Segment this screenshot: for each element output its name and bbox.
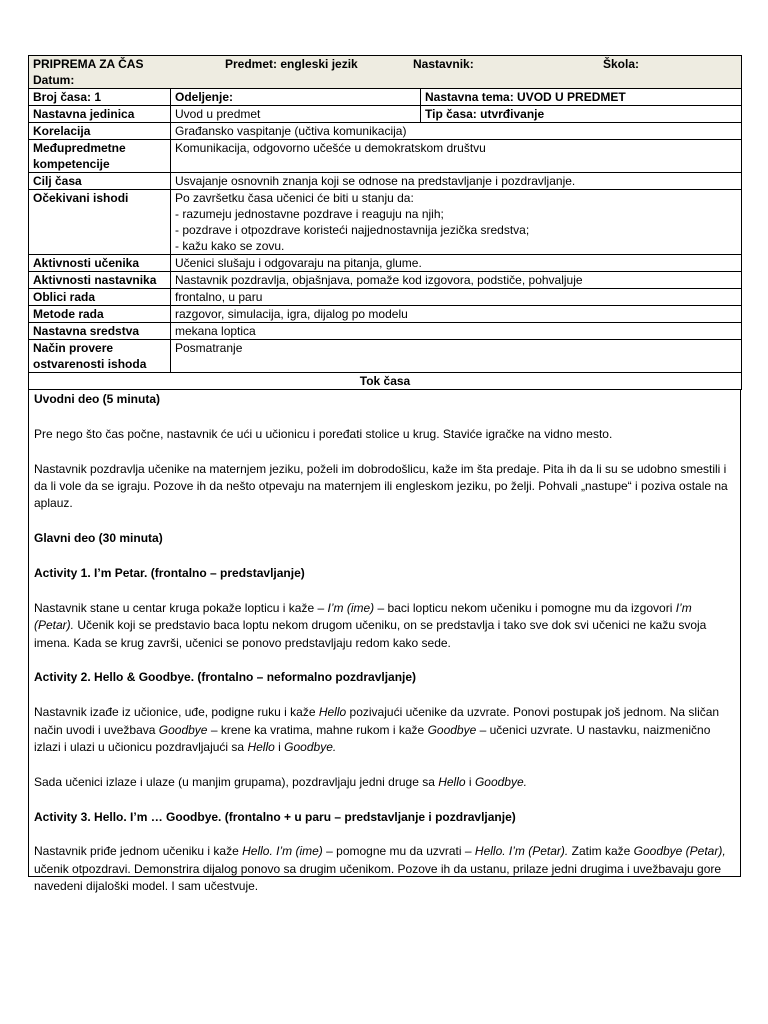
- activity-2-paragraph-2: [34, 774, 735, 791]
- italic-phrase: Goodbye.: [474, 774, 527, 789]
- italic-phrase: Goodbye.: [284, 740, 337, 755]
- row-unit: [29, 106, 742, 123]
- class-label: Odeljenje:: [171, 89, 421, 106]
- italic-phrase: Hello: [438, 774, 466, 789]
- unit-value: Uvod u predmet: [171, 106, 421, 123]
- text-run: Nastavnik izađe iz učionice, uđe, podigne ruku i kaže: [34, 705, 316, 720]
- subject-label: Predmet: engleski jezik: [225, 57, 358, 71]
- aids-value: mekana loptica: [171, 323, 742, 340]
- check-label: Način provere ostvarenosti ishoda: [29, 340, 171, 373]
- text-run: – pomogne mu da uzvrati –: [326, 844, 472, 859]
- cross-value: Komunikacija, odgovorno učešće u demokratskom društvu: [171, 140, 742, 173]
- outcome-line: Po završetku časa učenici će biti u stanju da:: [175, 191, 414, 205]
- topic: Nastavna tema: UVOD U PREDMET: [421, 89, 742, 106]
- goal-value: Usvajanje osnovnih znanja koji se odnose na predstavljanje i pozdravljanje.: [171, 173, 742, 190]
- school-label: Škola:: [603, 57, 640, 71]
- activity-2-heading: Activity 2. Hello & Goodbye. (frontalno – neformalno pozdravljanje): [34, 670, 417, 685]
- lesson-plan-table: [28, 55, 742, 390]
- goal-label: Cilj časa: [29, 173, 171, 190]
- unit-label: Nastavna jedinica: [29, 106, 171, 123]
- text-run: i: [468, 774, 472, 789]
- text-run: – krene ka vratima, mahne rukom i kaže: [210, 722, 425, 737]
- lesson-type: Tip časa: utvrđivanje: [421, 106, 742, 123]
- row-methods: [29, 306, 742, 323]
- teacher-act-label: Aktivnosti nastavnika: [29, 272, 171, 289]
- italic-phrase: Hello: [247, 740, 275, 755]
- text-run: Sada učenici izlaze i ulaze (u manjim grupama), pozdravljaju jedni druge sa: [34, 774, 435, 789]
- forms-value: frontalno, u paru: [171, 289, 742, 306]
- methods-label: Metode rada: [29, 306, 171, 323]
- lesson-flow: [28, 390, 741, 894]
- text-run: učenik otpozdravi. Demonstrira dijalog ponovo sa drugim učenikom. Pozove ih da ustanu, prilaze jedni drugima i uvežbavaju gore navedeni dijaloški model. I sam učestvuje.: [34, 861, 722, 894]
- italic-phrase: I’m (Petar).: [34, 600, 692, 633]
- row-lesson-no: [29, 89, 742, 106]
- intro-paragraph-2: Nastavnik pozdravlja učenike na maternjem jeziku, poželi im dobrodošlicu, kaže im šta predaje. Pita ih da li su se udobno smestili i da li vole da se igraju. Pozove ih da nešto otpevaju na maternjem ili engleskom jeziku, po želji. Pohvali „nastupe“ i poziva ostale na aplauz.: [34, 461, 728, 511]
- row-correlation: [29, 123, 742, 140]
- lesson-no: Broj časa: 1: [29, 89, 171, 106]
- italic-phrase: Goodbye: [427, 722, 477, 737]
- text-run: pozivajući učenike da uzvrate. Ponovi postupak još jednom. Na sličan način uvodi i uvežbava: [34, 705, 720, 737]
- row-teacher-activities: [29, 272, 742, 289]
- date-label: Datum:: [33, 73, 75, 87]
- text-run: Zatim kaže: [571, 844, 631, 859]
- row-flow-title: [29, 373, 742, 390]
- cross-label: Međupredmetne kompetencije: [29, 140, 171, 173]
- correlation-value: Građansko vaspitanje (učtiva komunikacija): [171, 123, 742, 140]
- activity-3-paragraph: [34, 843, 735, 895]
- row-aids: [29, 323, 742, 340]
- row-forms: [29, 289, 742, 306]
- outcomes-label: Očekivani ishodi: [29, 190, 171, 255]
- text-run: Nastavnik priđe jednom učeniku i kaže: [34, 844, 239, 859]
- italic-phrase: Goodbye (Petar),: [633, 844, 726, 859]
- methods-value: razgovor, simulacija, igra, dijalog po modelu: [171, 306, 742, 323]
- italic-phrase: Hello. I’m (ime): [242, 844, 323, 859]
- teacher-label: Nastavnik:: [413, 57, 474, 71]
- main-heading: Glavni deo (30 minuta): [34, 531, 163, 546]
- text-run: – baci lopticu nekom učeniku i pomogne mu da izgovori: [377, 600, 673, 615]
- header-row: [29, 56, 742, 89]
- row-check: [29, 340, 742, 373]
- activity-1-paragraph: [34, 600, 735, 652]
- lesson-plan-sheet: [28, 55, 741, 894]
- row-student-activities: [29, 255, 742, 272]
- italic-phrase: Goodbye: [158, 722, 208, 737]
- forms-label: Oblici rada: [29, 289, 171, 306]
- row-cross-competencies: [29, 140, 742, 173]
- teacher-act-value: Nastavnik pozdravlja, objašnjava, pomaže kod izgovora, podstiče, pohvaljuje: [171, 272, 742, 289]
- activity-2-paragraph-1: [34, 704, 735, 756]
- italic-phrase: I’m (ime): [327, 600, 375, 615]
- text-run: i: [278, 740, 281, 755]
- intro-paragraph-1: Pre nego što čas počne, nastavnik će ući u učionicu i poređati stolice u krug. Staviće igračke na vidno mesto.: [34, 426, 613, 441]
- row-outcomes: [29, 190, 742, 255]
- correlation-label: Korelacija: [29, 123, 171, 140]
- text-run: – učenici uzvrate. U nastavku, naizmenično izlazi i ulazi u učionicu pozdravljajući sa: [34, 722, 711, 755]
- italic-phrase: Hello. I’m (Petar).: [474, 844, 569, 859]
- activity-1-heading: Activity 1. I’m Petar. (frontalno – predstavljanje): [34, 566, 305, 580]
- text-run: Nastavnik stane u centar kruga pokaže lopticu i kaže –: [34, 600, 325, 615]
- check-value: Posmatranje: [171, 340, 742, 373]
- flow-title: Tok časa: [29, 373, 742, 390]
- student-act-value: Učenici slušaju i odgovaraju na pitanja, glume.: [171, 255, 742, 272]
- intro-heading: Uvodni deo (5 minuta): [34, 392, 160, 406]
- activity-3-heading: Activity 3. Hello. I’m … Goodbye. (frontalno + u paru – predstavljanje i pozdravljanje): [34, 809, 516, 824]
- outcome-line: - kažu kako se zovu.: [175, 239, 285, 253]
- outcome-line: - pozdrave i otpozdrave koristeći najjednostavnija jezička sredstva;: [175, 223, 530, 237]
- italic-phrase: Hello: [318, 705, 347, 720]
- outcomes-value: [171, 190, 742, 255]
- student-act-label: Aktivnosti učenika: [29, 255, 171, 272]
- aids-label: Nastavna sredstva: [29, 323, 171, 340]
- outcome-line: - razumeju jednostavne pozdrave i reaguju na njih;: [175, 207, 444, 221]
- header-cell: [29, 56, 742, 89]
- plan-title: PRIPREMA ZA ČAS: [33, 57, 144, 71]
- row-goal: [29, 173, 742, 190]
- text-run: Učenik koji se predstavio baca loptu nekom drugom učeniku, on se predstavlja i tako sve dok svi učenici ne kažu svoja imena. Kada se krug završi, učenici se ponovo predstavljaju redom kako sede.: [34, 618, 707, 650]
